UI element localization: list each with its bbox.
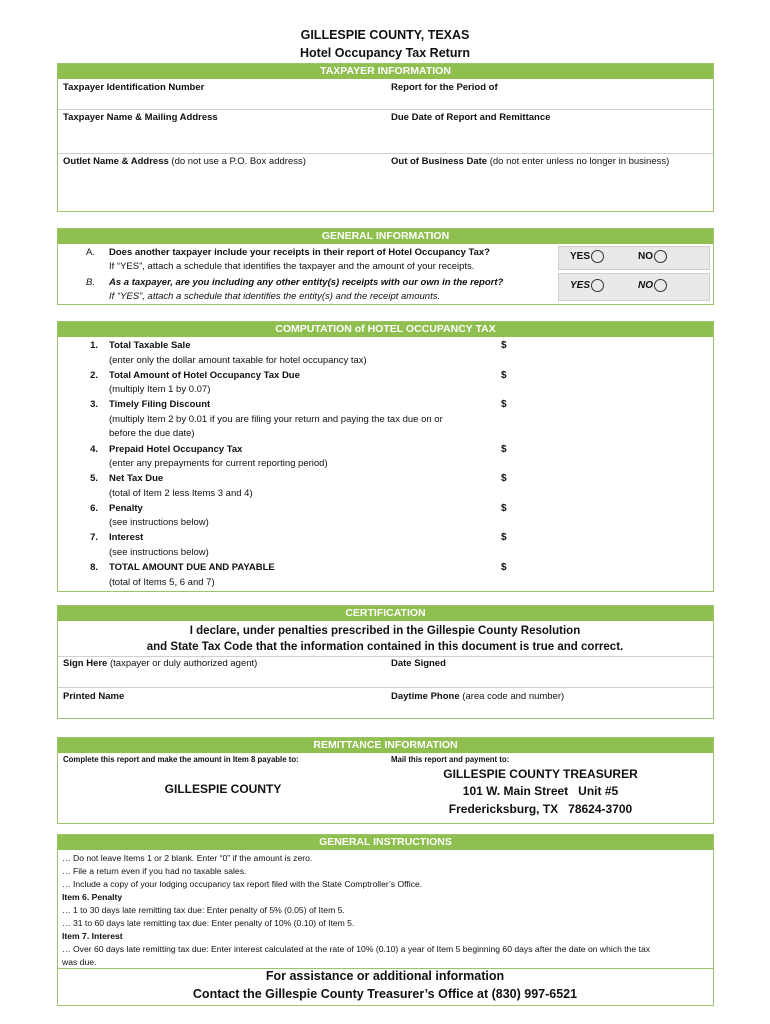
yes-b-radio[interactable] (591, 279, 604, 292)
date-signed-label: Date Signed (391, 658, 446, 669)
item-title: Total Amount of Hotel Occupancy Tax Due (109, 369, 300, 381)
phone-label-group (391, 691, 564, 702)
certification-section (57, 605, 714, 719)
interest-heading: Item 7. Interest (62, 931, 123, 941)
item-title: Total Taxable Sale (109, 340, 191, 351)
penalty-heading: Item 6. Penalty (62, 892, 123, 902)
sign-label: Sign Here (63, 658, 108, 669)
general-section (57, 228, 714, 305)
certification-heading: CERTIFICATION (58, 606, 713, 621)
computation-section (57, 321, 714, 592)
item-title: TOTAL AMOUNT DUE AND PAYABLE (109, 562, 275, 573)
item-number: 4. (90, 443, 98, 455)
footer-section (57, 966, 714, 1006)
yes-a-label: YES (570, 251, 591, 263)
declaration-line-2: and State Tax Code that the information contained in this document is true and correct. (146, 641, 624, 653)
oob-label-group (391, 156, 669, 167)
item-description: (multiply Item 1 by 0.07) (109, 384, 211, 396)
item-a-question: Does another taxpayer include your receipts in their report of Hotel Occupancy Tax? (109, 247, 490, 258)
form-title: Hotel Occupancy Tax Return (300, 46, 470, 60)
phone-label: Daytime Phone (391, 691, 460, 702)
outlet-label: Outlet Name & Address (63, 156, 169, 167)
treasurer-name: GILLESPIE COUNTY TREASURER (443, 767, 638, 781)
item-title: Penalty (109, 502, 143, 514)
instructions-heading: GENERAL INSTRUCTIONS (58, 835, 713, 850)
item-number: 2. (90, 369, 98, 381)
treasurer-city: Fredericksburg, TX 78624-3700 (448, 802, 633, 816)
interest-line: … Over 60 days late remitting tax due: Enter interest calculated at the rate of 10% (0.10) a year of Item 5 beginning 60 days after the date on which the tax (62, 944, 651, 954)
amount-field[interactable]: $ (501, 369, 507, 381)
item-text (109, 561, 489, 590)
computation-item (84, 472, 704, 502)
county-title: GILLESPIE COUNTY, TEXAS (300, 28, 470, 42)
general-heading: GENERAL INFORMATION (58, 229, 713, 244)
remittance-heading: REMITTANCE INFORMATION (58, 738, 713, 753)
payee-name: GILLESPIE COUNTY (164, 782, 282, 796)
item-number: 1. (90, 340, 98, 351)
outlet-note: (do not use a P.O. Box address) (171, 156, 306, 167)
item-text (109, 531, 489, 560)
penalty-line: … 31 to 60 days late remitting tax due: Enter penalty of 10% (0.10) of Item 5. (62, 918, 355, 928)
instructions-section (57, 834, 714, 969)
yes-a-radio[interactable] (591, 250, 604, 263)
taxpayer-heading: TAXPAYER INFORMATION (58, 64, 713, 79)
computation-item (84, 398, 704, 442)
item-title: Net Tax Due (109, 473, 164, 485)
payable-label: Complete this report and make the amount in Item 8 payable to: (63, 755, 299, 764)
item-number: 5. (90, 473, 98, 485)
item-text (109, 472, 489, 501)
item-number: 3. (90, 399, 98, 411)
item-description: (enter only the dollar amount taxable for hotel occupancy tax) (109, 354, 367, 366)
mail-label: Mail this report and payment to: (391, 755, 510, 764)
item-text (109, 339, 489, 368)
remittance-section (57, 737, 714, 824)
computation-item (84, 531, 704, 561)
amount-field[interactable]: $ (501, 340, 507, 351)
phone-note: (area code and number) (462, 691, 565, 702)
item-b-letter: B. (86, 277, 95, 288)
item-description: (total of Item 2 less Items 3 and 4) (109, 487, 253, 499)
item-description: before the due date) (109, 428, 195, 440)
item-description: (multiply Item 2 by 0.01 if you are filing your return and paying the tax due on or (109, 413, 443, 425)
item-text (109, 443, 489, 472)
item-b-question: As a taxpayer, are you including any other entity(s) receipts with our own in the report? (109, 277, 504, 288)
footer-line-2: Contact the Gillespie County Treasurer’s Office at (830) 997-6521 (192, 987, 578, 1001)
item-description: (see instructions below) (109, 517, 209, 529)
declaration-line-1: I declare, under penalties prescribed in the Gillespie County Resolution (189, 625, 581, 637)
no-a[interactable] (638, 250, 667, 263)
treasurer-street: 101 W. Main Street Unit #5 (462, 784, 619, 798)
amount-field[interactable]: $ (501, 473, 507, 485)
item-b-note: If “YES”, attach a schedule that identifies the entity(s) and the receipt amounts. (109, 291, 441, 302)
item-number: 7. (90, 532, 98, 544)
due-date-label: Due Date of Report and Remittance (391, 112, 551, 123)
item-text (109, 398, 489, 442)
name-label: Taxpayer Name & Mailing Address (63, 112, 218, 123)
item-title: Interest (109, 532, 144, 544)
computation-item (84, 561, 704, 591)
sign-note: (taxpayer or duly authorized agent) (110, 658, 258, 669)
item-description: (enter any prepayments for current reporting period) (109, 458, 328, 470)
instruction-line: … Include a copy of your lodging occupancy tax report filed with the State Comptroller’s Office. (62, 879, 423, 889)
amount-field[interactable]: $ (501, 532, 507, 544)
no-b-radio[interactable] (654, 279, 667, 292)
computation-heading: COMPUTATION of HOTEL OCCUPANCY TAX (58, 322, 713, 337)
item-number: 6. (90, 502, 98, 514)
footer-line-1: For assistance or additional information (265, 969, 505, 983)
amount-field[interactable]: $ (501, 562, 507, 573)
item-text (109, 369, 489, 398)
amount-field[interactable]: $ (501, 502, 507, 514)
amount-field[interactable]: $ (501, 443, 507, 455)
no-b-label: NO (638, 280, 653, 292)
period-label: Report for the Period of (391, 82, 498, 93)
interest-line-cont: was due. (62, 957, 97, 967)
computation-item (84, 502, 704, 532)
computation-item (84, 369, 704, 399)
computation-item (84, 339, 704, 369)
no-a-label: NO (638, 251, 653, 263)
taxpayer-section (57, 63, 714, 212)
instruction-line: … Do not leave Items 1 or 2 blank. Enter “0” if the amount is zero. (62, 853, 313, 863)
item-a-letter: A. (86, 247, 95, 258)
item-number: 8. (90, 562, 98, 573)
amount-field[interactable]: $ (501, 399, 507, 411)
sign-label-group (63, 658, 257, 669)
item-a-note: If “YES”, attach a schedule that identifies the taxpayer and the amount of your receipts. (109, 261, 475, 272)
item-text (109, 502, 489, 531)
penalty-line: … 1 to 30 days late remitting tax due: Enter penalty of 5% (0.05) of Item 5. (62, 905, 345, 915)
instruction-line: … File a return even if you had no taxable sales. (62, 866, 247, 876)
tin-label: Taxpayer Identification Number (63, 82, 205, 93)
printed-name-label: Printed Name (63, 691, 125, 702)
item-title: Prepaid Hotel Occupancy Tax (109, 443, 243, 455)
item-description: (see instructions below) (109, 546, 209, 558)
oob-note: (do not enter unless no longer in business) (489, 156, 670, 167)
computation-item (84, 443, 704, 473)
oob-label: Out of Business Date (391, 156, 488, 167)
no-b[interactable] (638, 279, 667, 292)
item-title: Timely Filing Discount (109, 399, 211, 411)
outlet-label-group (63, 156, 306, 167)
yes-b[interactable] (570, 279, 604, 292)
no-a-radio[interactable] (654, 250, 667, 263)
item-description: (total of Items 5, 6 and 7) (109, 576, 215, 588)
yes-b-label: YES (570, 280, 591, 292)
yes-a[interactable] (570, 250, 604, 263)
